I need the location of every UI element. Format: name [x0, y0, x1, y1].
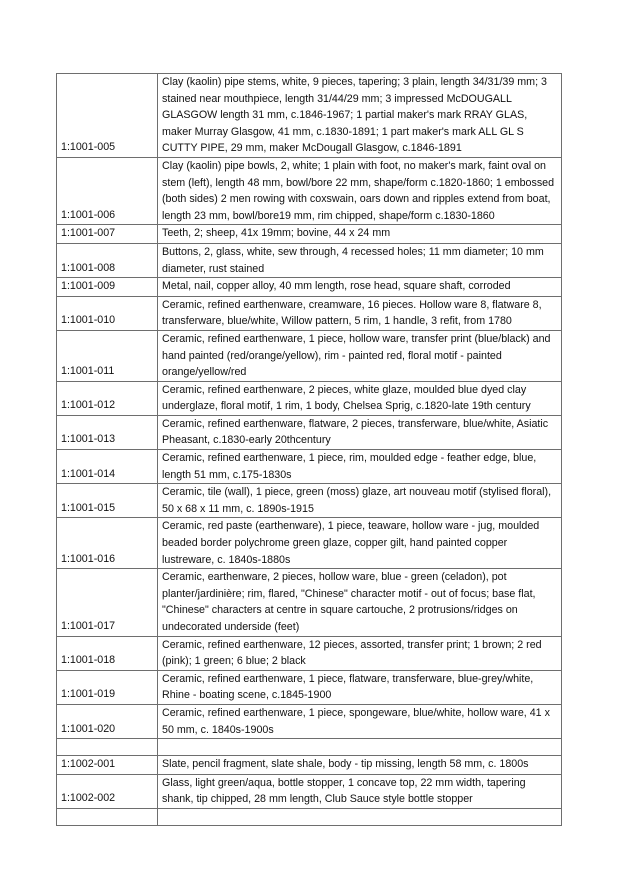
- table-row: [57, 808, 562, 825]
- table-row: [57, 704, 562, 738]
- catalogue-number-cell: 1:1002-001: [57, 756, 158, 775]
- catalogue-number-cell: 1:1001-014: [57, 450, 158, 484]
- description-cell: Ceramic, refined earthenware, creamware, 16 pieces. Hollow ware 8, flatware 8, transferware, blue/white, Willow pattern, 5 rim, 1 handle, 3 refit, from 1780: [158, 296, 562, 330]
- catalogue-number-cell: 1:1001-016: [57, 518, 158, 569]
- catalogue-number-cell: 1:1001-008: [57, 243, 158, 277]
- description-cell: Ceramic, refined earthenware, flatware, 2 pieces, transferware, blue/white, Asiatic Pheasant, c.1830-early 20thcentury: [158, 415, 562, 449]
- description-cell: Clay (kaolin) pipe stems, white, 9 pieces, tapering; 3 plain, length 34/31/39 mm; 3 stained near mouthpiece, length 31/44/29 mm; 3 impressed McDOUGALL GLASGOW length 31 mm, c.1846-1967; 1 partial maker's mark RRAY GLAS, maker Murray Glasgow, 41 mm, c.1830-1891; 1 part maker's mark ALL GL S CUTTY PIPE, 29 mm, maker McDougall Glasgow, c.1846-1891: [158, 74, 562, 158]
- artefact-catalogue-table: [56, 73, 562, 826]
- description-cell: Ceramic, refined earthenware, 1 piece, flatware, transferware, blue-grey/white, Rhine - boating scene, c.1845-1900: [158, 670, 562, 704]
- catalogue-number-cell: 1:1001-015: [57, 484, 158, 518]
- catalogue-number-cell: 1:1001-017: [57, 569, 158, 636]
- description-cell: Ceramic, refined earthenware, 1 piece, spongeware, blue/white, hollow ware, 41 x 50 mm, c. 1840s-1900s: [158, 704, 562, 738]
- description-cell: [158, 808, 562, 825]
- catalogue-number-cell: 1:1001-009: [57, 278, 158, 297]
- description-cell: Glass, light green/aqua, bottle stopper, 1 concave top, 22 mm width, tapering shank, tip chipped, 28 mm length, Club Sauce style bottle stopper: [158, 774, 562, 808]
- table-row: [57, 157, 562, 224]
- description-cell: Teeth, 2; sheep, 41x 19mm; bovine, 44 x 24 mm: [158, 225, 562, 244]
- table-row: [57, 74, 562, 158]
- table-row: [57, 484, 562, 518]
- description-cell: Slate, pencil fragment, slate shale, body - tip missing, length 58 mm, c. 1800s: [158, 756, 562, 775]
- table-row: [57, 739, 562, 756]
- catalogue-table-body: [57, 74, 562, 826]
- table-row: [57, 278, 562, 297]
- catalogue-number-cell: 1:1001-013: [57, 415, 158, 449]
- catalogue-number-cell: 1:1001-006: [57, 157, 158, 224]
- description-cell: Ceramic, refined earthenware, 2 pieces, white glaze, moulded blue dyed clay underglaze, floral motif, 1 rim, 1 body, Chelsea Sprig, c.1820-late 19th century: [158, 381, 562, 415]
- description-cell: Metal, nail, copper alloy, 40 mm length, rose head, square shaft, corroded: [158, 278, 562, 297]
- catalogue-number-cell: 1:1002-002: [57, 774, 158, 808]
- catalogue-number-cell: 1:1001-011: [57, 330, 158, 381]
- catalogue-number-cell: 1:1001-020: [57, 704, 158, 738]
- table-row: [57, 415, 562, 449]
- description-cell: Ceramic, refined earthenware, 1 piece, rim, moulded edge - feather edge, blue, length 51 mm, c.175-1830s: [158, 450, 562, 484]
- table-row: [57, 636, 562, 670]
- table-row: [57, 518, 562, 569]
- table-row: [57, 296, 562, 330]
- description-cell: [158, 739, 562, 756]
- catalogue-number-cell: 1:1001-005: [57, 74, 158, 158]
- catalogue-number-cell: 1:1001-012: [57, 381, 158, 415]
- description-cell: Buttons, 2, glass, white, sew through, 4 recessed holes; 11 mm diameter; 10 mm diameter, rust stained: [158, 243, 562, 277]
- table-row: [57, 774, 562, 808]
- catalogue-number-cell: 1:1001-018: [57, 636, 158, 670]
- description-cell: Ceramic, earthenware, 2 pieces, hollow ware, blue - green (celadon), pot planter/jardinière; rim, flared, "Chinese" character motif - out of focus; base flat, "Chinese" characters at centre in square cartouche, 2 protrusions/ridges on undecorated underside (feet): [158, 569, 562, 636]
- description-cell: Ceramic, red paste (earthenware), 1 piece, teaware, hollow ware - jug, moulded beaded border polychrome green glaze, copper gilt, hand painted copper lustreware, c. 1840s-1880s: [158, 518, 562, 569]
- table-row: [57, 381, 562, 415]
- catalogue-number-cell: 1:1001-010: [57, 296, 158, 330]
- table-row: [57, 756, 562, 775]
- description-cell: Ceramic, refined earthenware, 12 pieces, assorted, transfer print; 1 brown; 2 red (pink); 1 green; 6 blue; 2 black: [158, 636, 562, 670]
- description-cell: Ceramic, tile (wall), 1 piece, green (moss) glaze, art nouveau motif (stylised floral), 50 x 68 x 11 mm, c. 1890s-1915: [158, 484, 562, 518]
- table-row: [57, 569, 562, 636]
- catalogue-number-cell: 1:1001-007: [57, 225, 158, 244]
- catalogue-number-cell: [57, 739, 158, 756]
- table-row: [57, 225, 562, 244]
- table-row: [57, 450, 562, 484]
- table-row: [57, 243, 562, 277]
- description-cell: Ceramic, refined earthenware, 1 piece, hollow ware, transfer print (blue/black) and hand painted (red/orange/yellow), rim - painted red, floral motif - painted orange/yellow/red: [158, 330, 562, 381]
- catalogue-number-cell: 1:1001-019: [57, 670, 158, 704]
- description-cell: Clay (kaolin) pipe bowls, 2, white; 1 plain with foot, no maker's mark, faint oval on stem (left), length 48 mm, bowl/bore 22 mm, shape/form c.1820-1860; 1 embossed (both sides) 2 men rowing with coxswain, oars down and ripples extend from boat, length 23 mm, bowl/bore19 mm, rim chipped, shape/form c.1830-1860: [158, 157, 562, 224]
- table-row: [57, 670, 562, 704]
- catalogue-number-cell: [57, 808, 158, 825]
- catalogue-page: [56, 73, 562, 826]
- table-row: [57, 330, 562, 381]
